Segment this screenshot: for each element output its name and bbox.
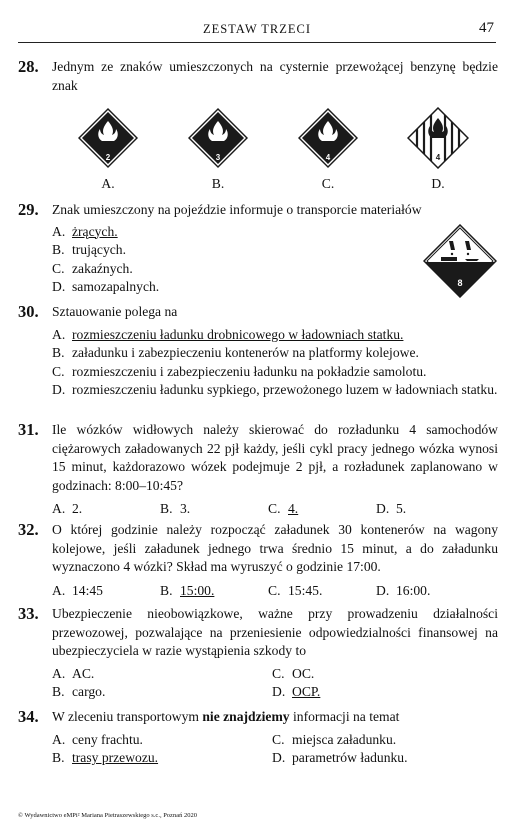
option-b: B. 15:00. [160, 582, 215, 598]
option-b: B. 3. [160, 501, 191, 516]
question-number: 29. [18, 200, 39, 219]
class-number: 4 [435, 153, 441, 162]
question-number: 33. [18, 604, 39, 623]
options [52, 731, 498, 768]
option-c: C. 4. [268, 501, 299, 516]
question-stem: O której godzinie należy rozpocząć załadunek 30 kontenerów na wagony kolejowe, jeśli załadunek jednego trwa średnio 15 minut, a do załadunku wyznaczono 4 wózki? Skład ma wyruszyć o godzinie 17:00. [52, 522, 498, 574]
option-d: D. parametrów ładunku. [272, 750, 408, 765]
option-b: B. załadunku i zabezpieczeniu kontenerów na platformy kolejowe. [52, 345, 419, 360]
question-stem: Znak umieszczony na pojeździe informuje o transporcie materiałów [52, 202, 422, 217]
section-title: ZESTAW TRZECI [202, 22, 312, 36]
question-stem: Jednym ze znaków umieszczonych na cysternie przewożącej benzynę będzie znak [52, 59, 498, 93]
question-stem: Ubezpieczenie nieobowiązkowe, ważne przy prowadzeniu działalności przewozowej, pozwalające na przeniesienie odpowiedzialności finansowej na ubezpieczyciela w razie wystąpienia szkody to [52, 606, 498, 658]
option-c: C. 15:45. [268, 582, 323, 598]
option-a: A. 2. [52, 501, 83, 516]
options [52, 582, 498, 601]
option-a: A. 14:45 [52, 582, 103, 598]
options [52, 665, 498, 702]
sign-label-b: B. [211, 176, 225, 191]
page-header [18, 22, 496, 43]
question-number: 32. [18, 520, 39, 539]
question-number: 28. [18, 57, 39, 76]
question-number: 34. [18, 707, 39, 726]
option-c: C. rozmieszczeniu i zabezpieczeniu ładunku na pokładzie samolotu. [52, 363, 427, 379]
corrosive-sign-icon [423, 224, 497, 298]
question-stem: Sztauowanie polega na [52, 304, 178, 319]
option-b: B. trujących. [52, 242, 126, 257]
hazard-sign-c-icon [297, 107, 359, 169]
option-b: B. cargo. [52, 684, 106, 699]
option-d: D. rozmieszczeniu ładunku sypkiego, przewożonego luzem w ładowniach statku. [52, 382, 498, 397]
option-d: D. 5. [376, 501, 407, 516]
question-30 [18, 303, 498, 400]
option-c: C. OC. [272, 665, 315, 681]
option-d: D. 16:00. [376, 582, 431, 598]
option-a: A. żrących. [52, 223, 118, 239]
option-c: C. zakaźnych. [52, 260, 133, 276]
class-number: 8 [457, 278, 463, 288]
question-32 [18, 521, 498, 600]
option-b: B. trasy przewozu. [52, 750, 159, 765]
class-number: 3 [215, 153, 221, 162]
question-31 [18, 421, 498, 519]
sign-label-c: C. [321, 176, 335, 191]
class-number: 4 [325, 153, 331, 162]
option-a: A. ceny frachtu. [52, 731, 143, 747]
page-number: 47 [479, 20, 494, 36]
question-stem: Ile wózków widłowych należy skierować do rozładunku 4 samochodów ciężarowych załadowanych 22 pjł każdy, jeśli cykl pracy jednego wózka wynosi 15 minut, każdorazowo wózek podejmuje 2 pjł, a rozładunek zaplanowano w godzinach: 8:00–10:45? [52, 422, 498, 493]
option-c: C. miejsca załadunku. [272, 731, 397, 747]
option-d: D. samozapalnych. [52, 279, 160, 294]
question-stem: W zleceniu transportowym nie znajdziemy informacji na temat [52, 709, 400, 724]
question-number: 30. [18, 302, 39, 321]
sign-label-d: D. [431, 176, 445, 191]
question-28 [18, 58, 498, 95]
hazard-sign-a-icon [77, 107, 139, 169]
option-a: A. rozmieszczeniu ładunku drobnicowego w ładowniach statku. [52, 326, 404, 342]
question-number: 31. [18, 420, 39, 439]
option-d: D. OCP. [272, 684, 321, 699]
options [52, 326, 498, 400]
options [52, 500, 498, 519]
copyright-footer: © Wydawnictwo eMPi² Mariana Pietraszewskiego s.c., Poznań 2020 [18, 812, 197, 819]
hazard-sign-b-icon [187, 107, 249, 169]
option-a: A. AC. [52, 665, 95, 681]
class-number: 2 [105, 153, 111, 162]
question-34 [18, 708, 498, 768]
sign-label-a: A. [101, 176, 115, 191]
question-33 [18, 605, 498, 702]
hazard-sign-d-icon [407, 107, 469, 169]
